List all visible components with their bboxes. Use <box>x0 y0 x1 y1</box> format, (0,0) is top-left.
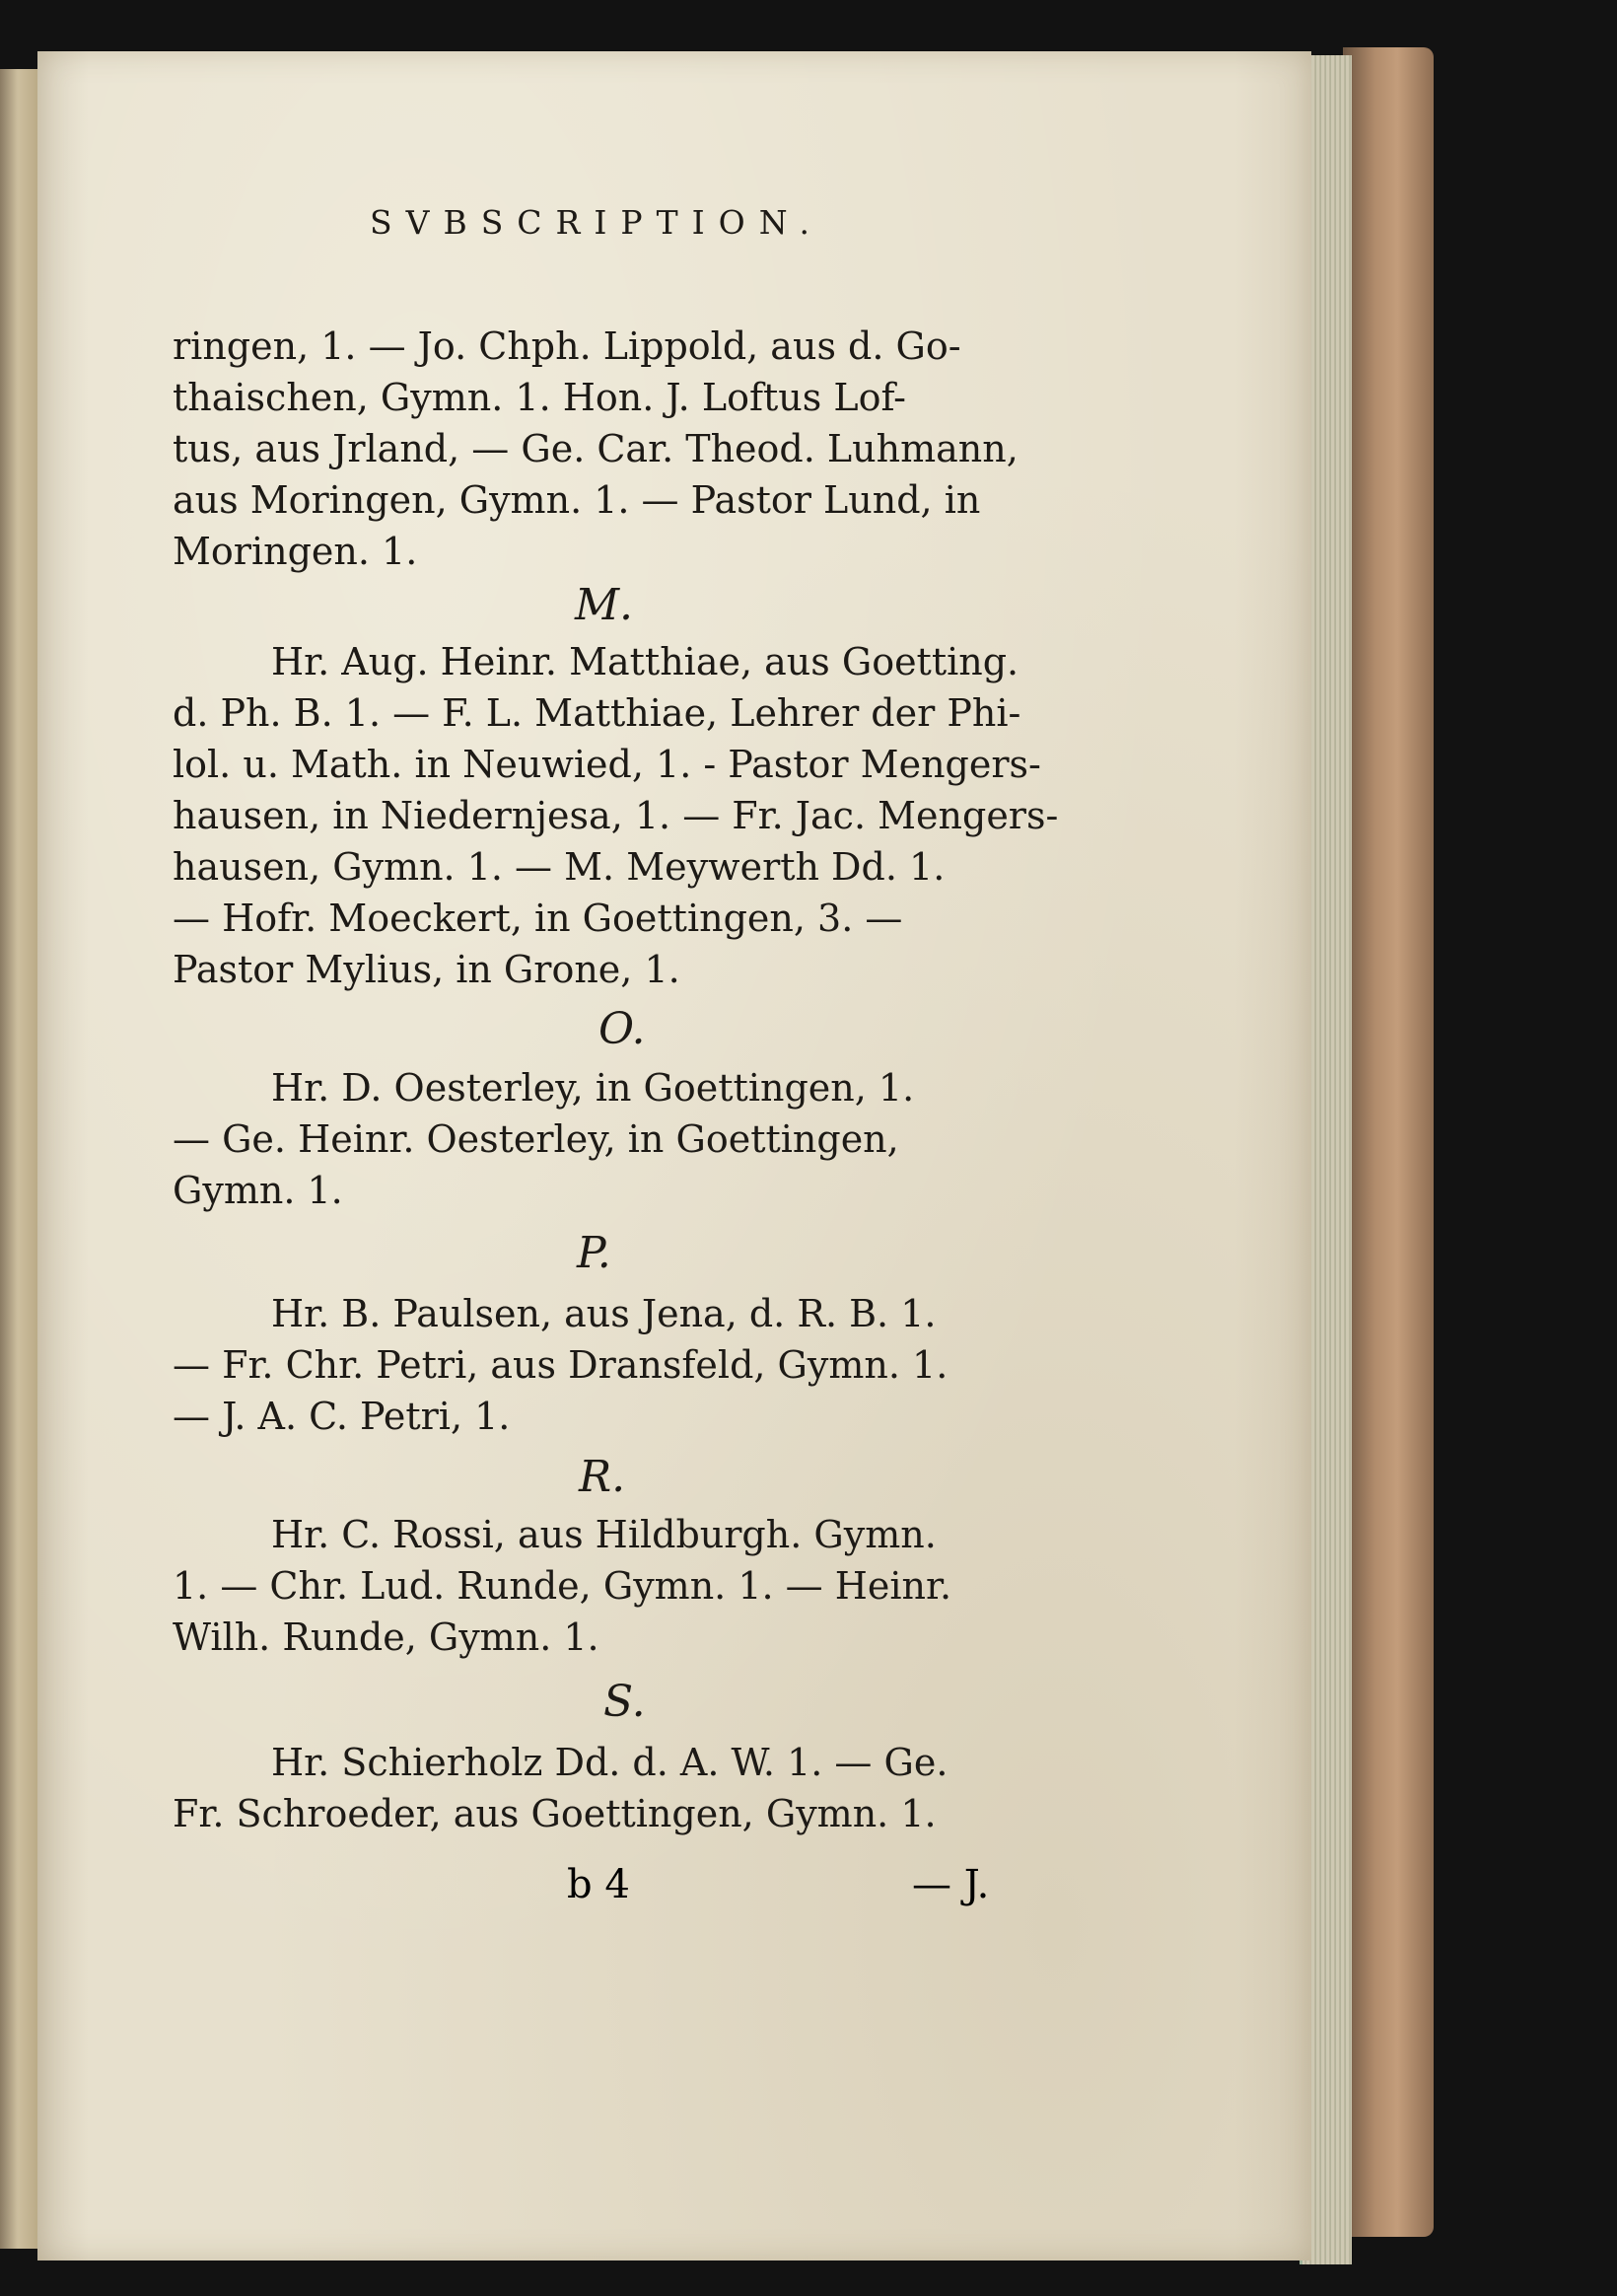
text-line: ringen, 1. — Jo. Chph. Lippold, aus d. Go- <box>173 324 961 368</box>
text-line: d. Ph. B. 1. — F. L. Matthiae, Lehrer der Phi- <box>173 691 1021 735</box>
catchword: — J. <box>912 1862 990 1907</box>
text-line: Moringen. 1. <box>173 530 418 573</box>
signature-mark: b 4 <box>567 1862 630 1907</box>
text-line: hausen, Gymn. 1. — M. Meywerth Dd. 1. <box>173 845 946 889</box>
text-line: Fr. Schroeder, aus Goettingen, Gymn. 1. <box>173 1792 937 1835</box>
text-line: Wilh. Runde, Gymn. 1. <box>173 1615 599 1659</box>
text-line: Pastor Mylius, in Grone, 1. <box>173 948 680 991</box>
text-line: tus, aus Jrland, — Ge. Car. Theod. Luhmann, <box>173 427 1019 470</box>
text-line: hausen, in Niedernjesa, 1. — Fr. Jac. Mengers- <box>173 794 1059 837</box>
left-page-edge <box>0 69 39 2249</box>
section-letter-m: M. <box>575 580 634 630</box>
text-line: — Fr. Chr. Petri, aus Dransfeld, Gymn. 1. <box>173 1343 949 1387</box>
text-line: Gymn. 1. <box>173 1169 343 1212</box>
text-line: lol. u. Math. in Neuwied, 1. - Pastor Mengers- <box>173 743 1041 786</box>
section-letter-o: O. <box>598 1004 646 1054</box>
text-line: Hr. Schierholz Dd. d. A. W. 1. — Ge. <box>271 1741 949 1784</box>
text-line: — Ge. Heinr. Oesterley, in Goettingen, <box>173 1117 899 1161</box>
text-line: — J. A. C. Petri, 1. <box>173 1395 511 1438</box>
text-line: 1. — Chr. Lud. Runde, Gymn. 1. — Heinr. <box>173 1564 952 1608</box>
section-letter-p: P. <box>577 1228 611 1278</box>
running-head: SVBSCRIPTION. <box>370 203 823 242</box>
section-letter-r: R. <box>579 1452 626 1502</box>
section-letter-s: S. <box>603 1677 646 1727</box>
text-line: Hr. Aug. Heinr. Matthiae, aus Goetting. <box>271 640 1019 683</box>
text-line: aus Moringen, Gymn. 1. — Pastor Lund, in <box>173 478 981 522</box>
book-cover <box>1343 47 1434 2237</box>
text-line: Hr. B. Paulsen, aus Jena, d. R. B. 1. <box>271 1292 937 1335</box>
text-line: — Hofr. Moeckert, in Goettingen, 3. — <box>173 897 903 940</box>
text-line: thaischen, Gymn. 1. Hon. J. Loftus Lof- <box>173 376 907 419</box>
text-line: Hr. D. Oesterley, in Goettingen, 1. <box>271 1066 915 1110</box>
text-line: Hr. C. Rossi, aus Hildburgh. Gymn. <box>271 1513 937 1556</box>
